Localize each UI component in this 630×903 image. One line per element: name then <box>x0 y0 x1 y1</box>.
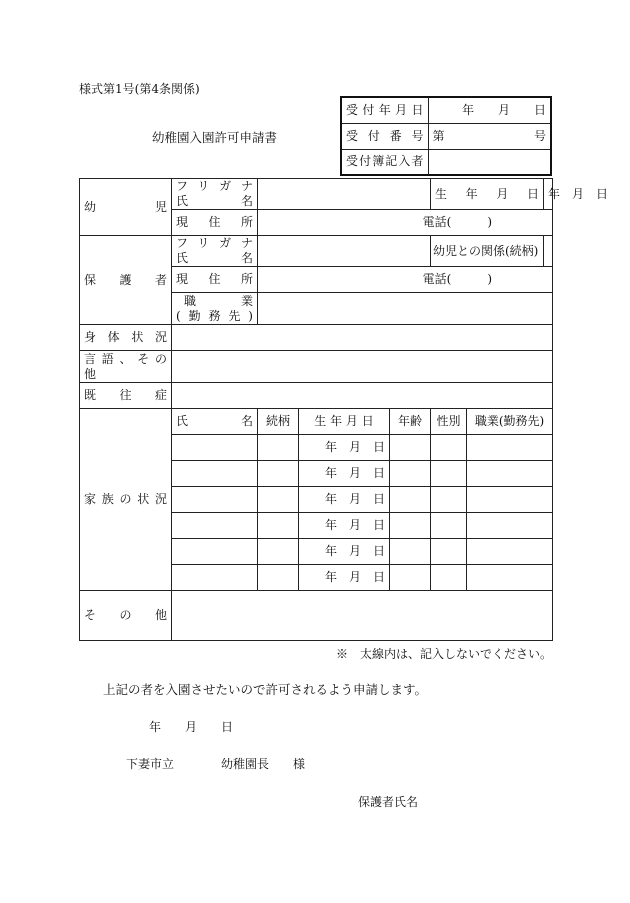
family-section-label: 家族の状況 <box>80 409 172 591</box>
child-birth-field: 年 月 日 <box>544 179 553 210</box>
application-date: 年 月 日 <box>149 720 234 734</box>
family-gender-cell <box>431 435 467 461</box>
child-furigana-label: フリガナ <box>176 179 253 193</box>
received-date-label: 受付年月日 <box>341 97 428 123</box>
family-header-birth: 生 年 月 日 <box>299 409 390 435</box>
family-occupation-cell <box>467 461 553 487</box>
child-phone-label: 電話( ) <box>422 215 493 229</box>
family-occupation-cell <box>467 565 553 591</box>
guardian-name-label: 氏 名 <box>176 251 253 265</box>
applicant-name-label: 保護者氏名 <box>358 795 419 809</box>
family-header-relation: 続柄 <box>258 409 299 435</box>
family-gender-cell <box>431 539 467 565</box>
family-age-cell <box>390 487 431 513</box>
speech-label-line2: 他 <box>84 366 97 381</box>
registrant-label: 受付簿記入者 <box>341 149 428 175</box>
speech-label-cell <box>80 351 172 383</box>
family-birth-cell: 年 月 日 <box>299 539 390 565</box>
speech-label-line1: 言語、その <box>84 351 167 366</box>
guardian-phone-label: 電話( ) <box>422 272 493 286</box>
child-name-field <box>258 179 431 210</box>
family-age-cell <box>390 539 431 565</box>
health-label: 身体状況 <box>80 325 172 351</box>
family-gender-cell <box>431 487 467 513</box>
addressee-title: 幼稚園長 様 <box>221 757 306 771</box>
family-header-name: 氏 名 <box>172 409 258 435</box>
note-text: ※ 太線内は、記入しないでください。 <box>336 647 553 661</box>
page-title: 幼稚園入園許可申請書 <box>152 130 278 145</box>
family-name-cell <box>172 565 258 591</box>
child-address-label: 現住所 <box>172 210 258 236</box>
guardian-occupation-label-cell <box>172 293 258 325</box>
family-relation-cell <box>258 539 299 565</box>
family-header-gender: 性別 <box>431 409 467 435</box>
other-label: そ の 他 <box>80 591 172 641</box>
family-header-occupation: 職業(勤務先) <box>467 409 553 435</box>
guardian-occupation-field <box>258 293 553 325</box>
family-gender-cell <box>431 513 467 539</box>
health-field <box>172 325 553 351</box>
family-birth-cell: 年 月 日 <box>299 461 390 487</box>
receipt-number-field <box>428 123 551 149</box>
child-section-label: 幼 児 <box>80 179 172 236</box>
family-birth-cell: 年 月 日 <box>299 487 390 513</box>
other-field <box>172 591 553 641</box>
guardian-name-field <box>258 236 431 267</box>
family-relation-cell <box>258 565 299 591</box>
office-use-box <box>340 96 552 176</box>
family-gender-cell <box>431 565 467 591</box>
history-field <box>172 383 553 409</box>
guardian-relation-label: 幼児との関係(続柄) <box>431 236 544 267</box>
family-occupation-cell <box>467 539 553 565</box>
family-relation-cell <box>258 435 299 461</box>
family-age-cell <box>390 461 431 487</box>
family-relation-cell <box>258 487 299 513</box>
family-age-cell <box>390 513 431 539</box>
guardian-address-field <box>258 267 553 293</box>
child-birth-label: 生年月日 <box>431 179 544 210</box>
family-birth-cell: 年 月 日 <box>299 435 390 461</box>
form-id: 様式第1号(第4条関係) <box>79 82 200 96</box>
guardian-workplace-label: (勤務先) <box>176 308 253 323</box>
history-label: 既往症 <box>80 383 172 409</box>
family-relation-cell <box>258 513 299 539</box>
family-age-cell <box>390 565 431 591</box>
family-header-age: 年齢 <box>390 409 431 435</box>
guardian-section-label: 保 護 者 <box>80 236 172 325</box>
family-relation-cell <box>258 461 299 487</box>
receipt-number-label: 受付番号 <box>341 123 428 149</box>
family-name-cell <box>172 487 258 513</box>
guardian-occupation-label: 職 業 <box>184 293 253 308</box>
guardian-address-label: 現住所 <box>172 267 258 293</box>
speech-field <box>172 351 553 383</box>
receipt-number-prefix: 第 <box>432 128 445 143</box>
family-name-cell <box>172 435 258 461</box>
request-statement: 上記の者を入園させたいので許可されるよう申請します。 <box>103 682 428 697</box>
received-date-field: 年 月 日 <box>428 97 551 123</box>
guardian-relation-field <box>544 236 553 267</box>
receipt-number-suffix: 号 <box>533 128 546 143</box>
application-table <box>79 178 609 641</box>
family-gender-cell <box>431 461 467 487</box>
family-age-cell <box>390 435 431 461</box>
child-name-label: 氏 名 <box>176 194 253 208</box>
child-name-label-cell <box>172 179 258 210</box>
family-occupation-cell <box>467 435 553 461</box>
guardian-name-label-cell <box>172 236 258 267</box>
family-birth-cell: 年 月 日 <box>299 565 390 591</box>
family-name-cell <box>172 539 258 565</box>
guardian-furigana-label: フリガナ <box>176 236 253 250</box>
family-occupation-cell <box>467 487 553 513</box>
family-occupation-cell <box>467 513 553 539</box>
addressee-city: 下妻市立 <box>126 757 175 771</box>
family-name-cell <box>172 513 258 539</box>
registrant-field <box>428 149 551 175</box>
family-name-cell <box>172 461 258 487</box>
child-address-field <box>258 210 553 236</box>
family-birth-cell: 年 月 日 <box>299 513 390 539</box>
